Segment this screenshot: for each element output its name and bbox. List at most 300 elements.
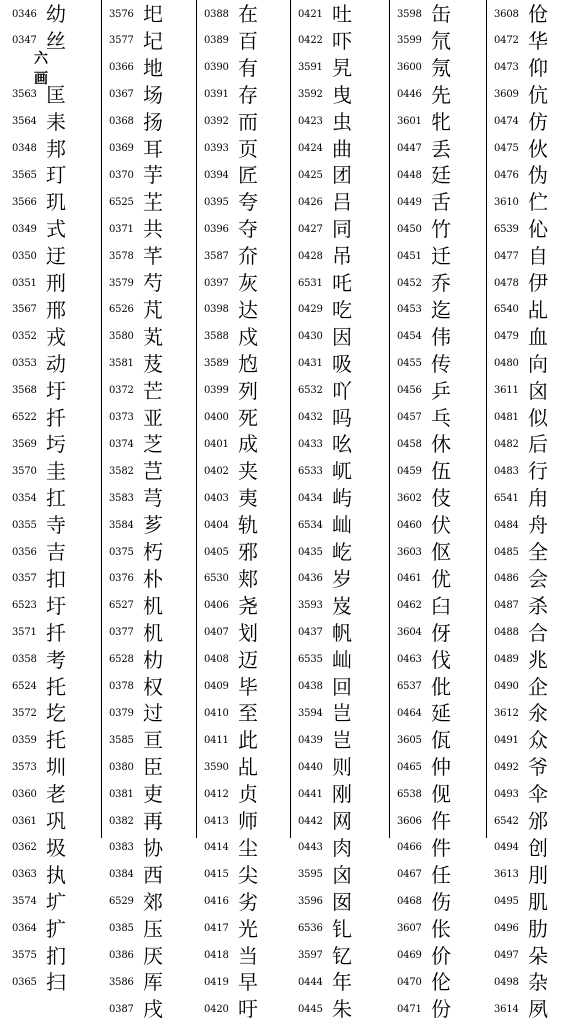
entry-character: 寺 [46,513,66,538]
index-entry [397,136,451,162]
entry-character: 吸 [332,351,352,376]
entry-code: 0419 [204,976,229,988]
entry-code: 0466 [397,842,422,854]
entry-code: 0398 [204,304,229,316]
index-entry [397,162,451,188]
entry-code: 6528 [109,654,134,666]
index-entry [397,916,451,942]
entry-code: 0372 [109,385,134,397]
entry-code: 0392 [204,116,229,128]
entry-character: 戎 [46,324,66,349]
index-entry [109,969,163,995]
entry-character: 丝 [46,28,66,53]
index-entry [494,243,548,269]
entry-code: 0484 [494,519,519,531]
entry-character: 乔 [431,271,451,295]
entry-character: 芊 [143,244,163,269]
entry-character: 芑 [143,459,163,484]
entry-code: 0461 [397,573,422,585]
entry-character: 圮 [143,28,163,53]
entry-character: 机 [143,593,163,618]
entry-code: 3612 [494,707,519,719]
entry-code: 3613 [494,869,519,881]
entry-character: 迄 [431,297,451,322]
entry-code: 0347 [12,35,37,47]
entry-code: 0351 [12,277,37,289]
entry-character: 戌 [143,997,163,1022]
entry-code: 0480 [494,358,519,370]
entry-code: 0386 [109,950,134,961]
entry-character: 芃 [143,297,163,322]
entry-code: 0405 [204,546,229,558]
entry-character: 执 [46,862,66,887]
entry-code: 0350 [12,250,37,262]
index-entry [298,189,352,215]
entry-character: 迂 [46,244,66,269]
index-entry [12,1,66,27]
index-entry [397,835,451,861]
entry-code: 0420 [204,1003,229,1015]
entry-code: 0429 [298,304,323,316]
entry-code: 0448 [397,169,422,181]
index-entry [12,781,66,807]
entry-character: 肌 [528,889,548,914]
entry-character: 囡 [332,889,352,914]
entry-character: 岌 [332,593,352,618]
index-entry [397,1,451,27]
index-entry [397,189,451,215]
index-entry [298,297,352,323]
entry-character: 优 [431,566,451,591]
entry-character: 圬 [46,432,66,457]
entry-code: 0388 [204,8,229,20]
entry-code: 3591 [298,62,323,74]
entry-character: 当 [238,943,258,968]
entry-character: 灰 [238,271,258,295]
index-entry [204,808,258,834]
entry-character: 岂 [332,701,352,726]
index-entry [109,916,163,942]
entry-code: 0415 [204,869,229,881]
entry-character: 玑 [46,190,66,215]
index-entry [12,216,66,242]
entry-character: 同 [332,217,352,242]
index-entry [109,620,163,646]
entry-character: 扩 [46,916,66,941]
entry-character: 自 [528,244,548,269]
entry-code: 3614 [494,1003,519,1015]
index-entry [397,943,451,969]
index-entry [204,431,258,457]
index-entry [494,162,548,188]
index-entry [494,674,548,700]
entry-character: 尘 [238,835,258,860]
entry-character: 乓 [431,405,451,430]
entry-code: 0497 [494,950,519,961]
entry-code: 0403 [204,492,229,504]
entry-code: 0432 [298,412,323,423]
entry-character: 仿 [528,109,548,134]
index-entry [494,943,548,969]
index-entry [204,916,258,942]
entry-code: 0396 [204,223,229,235]
entry-code: 0361 [12,815,37,827]
index-entry [494,647,548,673]
entry-character: 伧 [528,2,548,26]
entry-code: 3579 [109,277,134,289]
entry-code: 3595 [298,869,323,881]
entry-code: 0358 [12,654,37,666]
entry-character: 动 [46,351,66,376]
entry-code: 0407 [204,627,229,639]
entry-code: 6523 [12,600,37,612]
entry-character: 任 [431,862,451,887]
index-entry [109,109,163,135]
index-entry [397,351,451,377]
entry-code: 6533 [298,465,323,477]
index-entry [204,781,258,807]
entry-code: 0381 [109,788,134,800]
entry-code: 0367 [109,89,134,101]
index-entry [494,351,548,377]
entry-character: 企 [528,674,548,699]
entry-code: 0406 [204,600,229,612]
entry-character: 件 [431,835,451,860]
entry-character: 夸 [238,190,258,215]
index-entry [204,162,258,188]
entry-code: 3578 [109,250,134,262]
index-entry [12,539,66,565]
entry-character: 合 [528,620,548,645]
index-entry [397,82,451,108]
entry-character: 吆 [332,432,352,457]
entry-character: 伞 [528,782,548,807]
entry-character: 岂 [332,728,352,753]
column-divider [389,0,390,838]
index-entry [109,539,163,565]
entry-code: 0387 [109,1003,134,1015]
entry-code: 0427 [298,223,323,235]
entry-character: 夺 [238,217,258,242]
entry-code: 0496 [494,923,519,935]
entry-character: 伈 [528,217,548,242]
entry-code: 3566 [12,196,37,208]
entry-code: 0435 [298,546,323,558]
entry-code: 0373 [109,412,134,423]
index-entry [204,378,258,404]
entry-character: 贞 [238,782,258,807]
entry-character: 朵 [528,943,548,968]
index-entry [204,620,258,646]
index-entry [397,324,451,350]
entry-code: 0452 [397,277,422,289]
index-entry [494,808,548,834]
index-entry [298,324,352,350]
entry-character: 屿 [332,486,352,511]
index-entry [204,754,258,780]
entry-code: 0474 [494,116,519,128]
entry-code: 3586 [109,976,134,988]
entry-code: 3602 [397,492,422,504]
entry-code: 0348 [12,143,37,154]
index-entry [298,889,352,915]
entry-character: 圹 [46,889,66,914]
index-entry [109,324,163,350]
entry-character: 吗 [332,405,352,430]
index-entry [397,109,451,135]
entry-character: 伤 [431,889,451,914]
entry-character: 师 [238,809,258,833]
entry-character: 仰 [528,55,548,80]
index-entry [109,647,163,673]
entry-code: 0425 [298,169,323,181]
entry-character: 夙 [528,997,548,1022]
entry-character: 吏 [143,782,163,807]
entry-character: 亘 [143,728,163,753]
entry-character: 扦 [46,405,66,430]
entry-code: 0437 [298,627,323,639]
entry-code: 0473 [494,62,519,74]
entry-code: 6525 [109,196,134,208]
index-entry [12,512,66,538]
entry-code: 0479 [494,331,519,343]
index-entry [397,243,451,269]
entry-character: 芒 [143,378,163,403]
entry-code: 3575 [12,950,37,961]
index-entry [204,55,258,81]
index-entry [109,593,163,619]
index-entry [109,55,163,81]
index-entry [12,727,66,753]
index-entry [109,566,163,592]
index-entry [494,593,548,619]
column-divider [101,0,102,838]
entry-character: 仳 [431,674,451,699]
entry-code: 0363 [12,869,37,881]
entry-code: 0463 [397,654,422,666]
entry-character: 芗 [143,513,163,538]
entry-character: 托 [46,728,66,753]
index-entry [397,674,451,700]
entry-character: 匡 [46,82,66,107]
entry-character: 乒 [431,378,451,403]
entry-code: 3607 [397,923,422,935]
entry-code: 0390 [204,62,229,74]
index-entry [12,109,66,135]
entry-character: 杂 [528,970,548,995]
index-entry [12,351,66,377]
index-entry [204,539,258,565]
entry-character: 回 [332,674,352,699]
index-entry [397,593,451,619]
entry-character: 吕 [332,190,352,215]
entry-character: 囟 [332,862,352,887]
entry-character: 曲 [332,136,352,161]
entry-code: 6524 [12,681,37,692]
entry-code: 3588 [204,331,229,343]
entry-character: 亚 [143,405,163,430]
index-entry [109,162,163,188]
index-entry [397,539,451,565]
entry-code: 3567 [12,304,37,316]
entry-character: 臼 [431,593,451,618]
entry-code: 3593 [298,600,323,612]
entry-code: 0451 [397,250,422,262]
entry-code: 0490 [494,681,519,692]
entry-code: 3594 [298,707,323,719]
entry-code: 0481 [494,412,519,423]
entry-character: 扫 [46,970,66,995]
index-entry [12,943,66,969]
index-entry [298,458,352,484]
index-entry [204,512,258,538]
entry-character: 圩 [46,378,66,403]
entry-character: 协 [143,835,163,860]
entry-character: 此 [238,728,258,753]
entry-character: 扣 [46,566,66,591]
entry-code: 0357 [12,573,37,585]
entry-code: 0458 [397,438,422,450]
entry-code: 0440 [298,761,323,773]
index-entry [109,700,163,726]
entry-character: 兆 [528,647,548,672]
entry-character: 朸 [143,647,163,672]
entry-code: 3571 [12,627,37,639]
entry-code: 0475 [494,143,519,154]
entry-code: 0359 [12,734,37,746]
entry-character: 吃 [332,297,352,322]
entry-character: 尖 [238,862,258,887]
entry-character: 存 [238,82,258,107]
index-entry [109,431,163,457]
index-entry [494,297,548,323]
entry-code: 0446 [397,89,422,101]
index-entry [298,136,352,162]
index-entry [12,566,66,592]
index-entry [298,82,352,108]
entry-character: 伎 [431,486,451,511]
entry-character: 芍 [143,271,163,295]
index-entry [397,889,451,915]
entry-character: 邪 [238,540,258,564]
index-entry [12,82,66,108]
index-entry [298,620,352,646]
entry-character: 屾 [332,513,352,538]
index-entry [12,674,66,700]
entry-code: 0401 [204,438,229,450]
entry-code: 0483 [494,465,519,477]
entry-code: 0439 [298,734,323,746]
entry-character: 伙 [528,136,548,161]
index-entry [109,943,163,969]
entry-character: 朽 [143,540,163,564]
entry-character: 扦 [46,620,66,645]
index-entry [109,808,163,834]
index-entry [204,270,258,296]
index-entry [204,216,258,242]
entry-code: 3605 [397,734,422,746]
entry-character: 圭 [46,459,66,484]
index-entry [494,700,548,726]
entry-character: 后 [528,432,548,457]
entry-code: 0424 [298,143,323,154]
entry-code: 6527 [109,600,134,612]
index-entry [109,889,163,915]
index-entry [397,969,451,995]
entry-character: 压 [143,916,163,941]
entry-character: 帆 [332,620,352,645]
entry-code: 0455 [397,358,422,370]
entry-character: 乩 [528,297,548,322]
entry-character: 刚 [332,782,352,807]
entry-character: 仵 [431,809,451,833]
index-entry [204,593,258,619]
index-entry [494,889,548,915]
entry-code: 0410 [204,707,229,719]
index-entry [204,943,258,969]
index-entry [298,109,352,135]
entry-code: 3603 [397,546,422,558]
entry-code: 0491 [494,734,519,746]
entry-character: 尥 [238,351,258,376]
entry-character: 伫 [528,190,548,215]
entry-character: 创 [528,835,548,860]
entry-code: 6537 [397,681,422,692]
entry-code: 6522 [12,412,37,423]
entry-character: 托 [46,674,66,699]
entry-code: 0472 [494,35,519,47]
entry-character: 扪 [46,943,66,968]
entry-code: 0383 [109,842,134,854]
entry-code: 6529 [109,896,134,908]
index-entry [397,28,451,54]
index-entry [298,674,352,700]
index-entry [204,136,258,162]
entry-code: 0393 [204,143,229,154]
entry-character: 朴 [143,566,163,591]
entry-code: 3576 [109,8,134,20]
index-entry [204,835,258,861]
entry-code: 0395 [204,196,229,208]
index-entry [204,324,258,350]
entry-character: 钆 [332,916,352,941]
index-entry [298,216,352,242]
entry-character: 舌 [431,190,451,215]
index-entry [397,458,451,484]
entry-code: 0394 [204,169,229,181]
index-entry [494,996,548,1022]
entry-code: 0389 [204,35,229,47]
index-entry [397,808,451,834]
entry-character: 休 [431,432,451,457]
entry-character: 臣 [143,755,163,780]
entry-character: 光 [238,916,258,941]
index-entry [298,431,352,457]
index-entry [204,243,258,269]
index-entry [12,378,66,404]
entry-code: 0369 [109,143,134,154]
entry-code: 0493 [494,788,519,800]
entry-code: 0346 [12,8,37,20]
index-entry [494,781,548,807]
entry-character: 匠 [238,163,258,188]
index-entry [109,485,163,511]
entry-character: 刖 [528,862,548,887]
entry-character: 芄 [143,324,163,349]
entry-character: 幼 [46,2,66,26]
index-entry [298,996,352,1022]
index-entry [397,431,451,457]
